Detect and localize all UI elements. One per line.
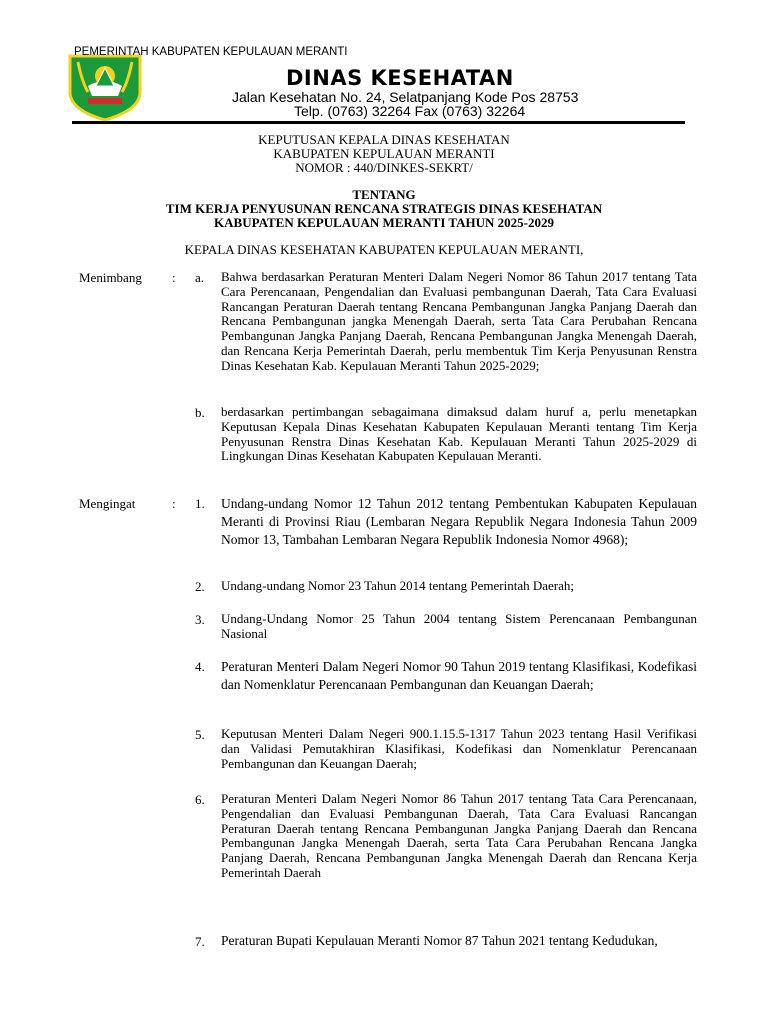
- letterhead-divider: [72, 121, 685, 124]
- menimbang-marker-a: a.: [195, 270, 205, 285]
- mengingat-item-4: Peraturan Menteri Dalam Negeri Nomor 90 Tahun 2019 tentang Klasifikasi, Kodefikasi dan Nomenklatur Perencanaan Pembangunan dan Keuangan Daerah;: [221, 659, 697, 692]
- regency-emblem-logo: [66, 52, 144, 122]
- agency-phone: Telp. (0763) 32264 Fax (0763) 32264: [294, 103, 526, 119]
- menimbang-label: Menimbang: [79, 270, 142, 285]
- subject-line1: TIM KERJA PENYUSUNAN RENCANA STRATEGIS DINAS KESEHATAN: [165, 201, 603, 216]
- decree-number: NOMOR : 440/DINKES-SEKRT/: [295, 160, 473, 175]
- mengingat-marker-6: 6.: [195, 792, 205, 807]
- issuer-heading: KEPALA DINAS KESEHATAN KABUPATEN KEPULAUAN MERANTI,: [184, 242, 584, 257]
- mengingat-item-2: Undang-undang Nomor 23 Tahun 2014 tentang Pemerintah Daerah;: [221, 578, 575, 593]
- subject-line2: KABUPATEN KEPULAUAN MERANTI TAHUN 2025-2029: [214, 215, 554, 230]
- menimbang-marker-b: b.: [195, 405, 205, 420]
- mengingat-marker-7: 7.: [195, 934, 205, 949]
- mengingat-item-5: Keputusan Menteri Dalam Negeri 900.1.15.5-1317 Tahun 2023 tentang Hasil Verifikasi dan Validasi Pemutakhiran Klasifikasi, Kodefikasi dan Nomenklatur Perencanaan Pembangunan dan Keuangan Daerah;: [221, 726, 697, 771]
- mengingat-item-3: Undang-Undang Nomor 25 Tahun 2004 tentang Sistem Perencanaan Pembangunan Nasional: [221, 611, 697, 641]
- mengingat-marker-1: 1.: [195, 496, 205, 511]
- subject-label: TENTANG: [352, 187, 416, 202]
- menimbang-colon: :: [172, 270, 176, 285]
- mengingat-colon: :: [172, 496, 176, 511]
- decree-title-line1: KEPUTUSAN KEPALA DINAS KESEHATAN: [258, 132, 510, 147]
- agency-name: DINAS KESEHATAN: [286, 66, 514, 90]
- menimbang-item-b: berdasarkan pertimbangan sebagaimana dimaksud dalam huruf a, perlu menetapkan Keputusan Kepala Dinas Kesehatan Kabupaten Kepulauan Meranti tentang Tim Kerja Penyusunan Renstra Dinas Kesehatan Kab. Kepulauan Meranti Tahun 2025-2029 di Lingkungan Dinas Kesehatan Kabupaten Kepulauan Meranti.: [221, 404, 697, 464]
- mengingat-item-1: Undang-undang Nomor 12 Tahun 2012 tentang Pembentukan Kabupaten Kepulauan Meranti di Provinsi Riau (Lembaran Negara Republik Negara Indonesia Tahun 2009 Nomor 13, Tambahan Lembaran Negara Republik Indonesia Nomor 4968);: [221, 496, 697, 547]
- mengingat-marker-5: 5.: [195, 727, 205, 742]
- menimbang-item-a: Bahwa berdasarkan Peraturan Menteri Dalam Negeri Nomor 86 Tahun 2017 tentang Tata Cara Perencanaan, Pengendalian dan Evaluasi pembangunan Daerah, Tata Cara Evaluasi Rancangan Peraturan Daerah tentang Rencana Pembangunan Jangka Panjang Daerah dan Rencana Pembangunan jangka Menengah Daerah, serta Tata Cara Perubahan Rencana Pembangunan Jangka Panjang Daerah, Rencana Pembangunan Jangka Menengah Daerah, dan Rencana Kerja Pemerintah Daerah, perlu membentuk Tim Kerja Penyusunan Renstra Dinas Kesehatan Kab. Kepulauan Meranti Tahun 2025-2029;: [221, 269, 697, 373]
- government-name: PEMERINTAH KABUPATEN KEPULAUAN MERANTI: [74, 46, 348, 58]
- mengingat-marker-2: 2.: [195, 579, 205, 594]
- mengingat-marker-3: 3.: [195, 612, 205, 627]
- agency-address: Jalan Kesehatan No. 24, Selatpanjang Kode Pos 28753: [232, 89, 579, 105]
- mengingat-label: Mengingat: [79, 496, 136, 511]
- mengingat-marker-4: 4.: [195, 659, 205, 674]
- decree-title-line2: KABUPATEN KEPULAUAN MERANTI: [273, 146, 495, 161]
- mengingat-item-7: Peraturan Bupati Kepulauan Meranti Nomor 87 Tahun 2021 tentang Kedudukan,: [221, 933, 658, 948]
- mengingat-item-6: Peraturan Menteri Dalam Negeri Nomor 86 Tahun 2017 tentang Tata Cara Perencanaan, Pengendalian dan Evaluasi Pembangunan Daerah, Tata Cara Evaluasi Rancangan Peraturan Daerah tentang Rencana Pembangunan Jangka Panjang Daerah dan Rencana Pembangunan Jangka Menengah Daerah, serta Tata Cara Perubahan Rencana Jangka Panjang Daerah, Rencana Pembangunan Jangka Menengah Daerah dan Rencana Kerja Pemerintah Daerah: [221, 791, 697, 880]
